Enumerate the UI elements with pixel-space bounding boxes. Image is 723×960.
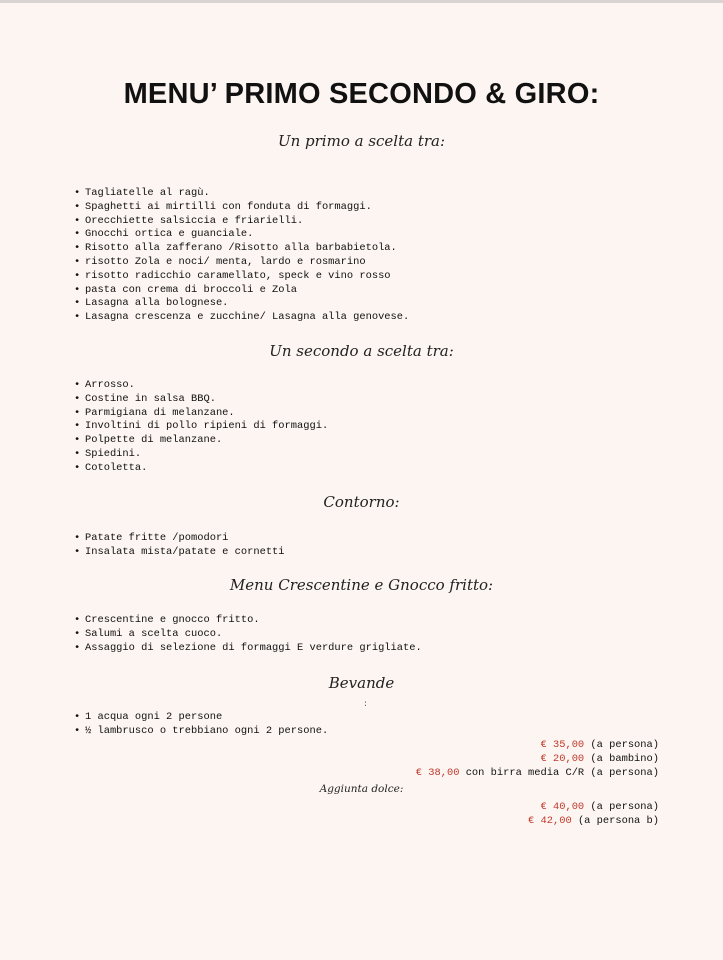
price-amount: € 40,00	[540, 801, 585, 813]
contorno-heading: Contorno:	[323, 493, 400, 511]
price-amount: € 38,00	[415, 766, 460, 779]
list-item: • risotto Zola e noci/ menta, lardo e rosmarino	[73, 256, 409, 270]
list-item: • pasta con crema di broccoli e Zola	[73, 284, 409, 298]
bevande-heading: Bevande	[328, 674, 395, 692]
list-item: • Lasagna alla bolognese.	[73, 297, 409, 311]
list-item: • Gnocchi ortica e guanciale.	[73, 228, 409, 242]
bevande-list	[73, 711, 328, 739]
list-item: • Polpette di melanzane.	[73, 434, 328, 448]
list-item: • Spiedini.	[73, 448, 328, 462]
price-amount: € 20,00	[540, 752, 585, 765]
list-item: • Costine in salsa BBQ.	[73, 393, 328, 407]
crescentine-heading: Menu Crescentine e Gnocco fritto:	[229, 576, 494, 594]
price-note: (a bambino)	[584, 752, 659, 765]
list-item: • Assaggio di selezione di formaggi E verdure grigliate.	[73, 642, 422, 656]
price-note: con birra media C/R (a persona)	[459, 766, 659, 779]
list-item: • Risotto alla zafferano /Risotto alla barbabietola.	[73, 242, 409, 256]
list-item: • Involtini di pollo ripieni di formaggi.	[73, 420, 328, 434]
list-item: • Cotoletta.	[73, 462, 328, 476]
list-item: • Crescentine e gnocco fritto.	[73, 614, 422, 628]
price-note: (a persona)	[584, 739, 659, 751]
price-amount: € 42,00	[528, 814, 572, 827]
dolce-heading: Aggiunta dolce:	[319, 783, 404, 795]
secondi-heading: Un secondo a scelta tra:	[269, 342, 454, 360]
price-row	[528, 801, 659, 815]
list-item: • Insalata mista/patate e cornetti	[73, 546, 285, 560]
page-title: MENU’ PRIMO SECONDO & GIRO:	[123, 78, 600, 110]
price-row	[416, 739, 659, 753]
price-row	[528, 815, 659, 829]
price-note: (a persona b)	[571, 814, 659, 827]
list-item: • Tagliatelle al ragù.	[73, 187, 409, 201]
list-item: • Orecchiette salsiccia e friarielli.	[73, 215, 409, 229]
dolce-price-list	[528, 801, 659, 829]
price-row	[416, 753, 659, 767]
list-item: • Patate fritte /pomodori	[73, 532, 285, 546]
primi-heading: Un primo a scelta tra:	[277, 132, 446, 150]
primi-list	[73, 187, 409, 325]
contorno-list	[73, 532, 285, 560]
list-item: • Lasagna crescenza e zucchine/ Lasagna alla genovese.	[73, 311, 409, 325]
price-amount: € 35,00	[540, 739, 585, 751]
list-item: • Arrosso.	[73, 379, 328, 393]
price-row	[416, 767, 659, 781]
price-note: (a persona)	[584, 801, 659, 813]
list-item: • ½ lambrusco o trebbiano ogni 2 persone.	[73, 725, 328, 739]
list-item: • Parmigiana di melanzane.	[73, 407, 328, 421]
bevande-separator: :	[363, 700, 368, 709]
crescentine-list	[73, 614, 422, 655]
list-item: • 1 acqua ogni 2 persone	[73, 711, 328, 725]
list-item: • Salumi a scelta cuoco.	[73, 628, 422, 642]
list-item: • Spaghetti ai mirtilli con fonduta di formaggi.	[73, 201, 409, 215]
price-list	[416, 739, 659, 780]
list-item: • risotto radicchio caramellato, speck e vino rosso	[73, 270, 409, 284]
secondi-list	[73, 379, 328, 476]
